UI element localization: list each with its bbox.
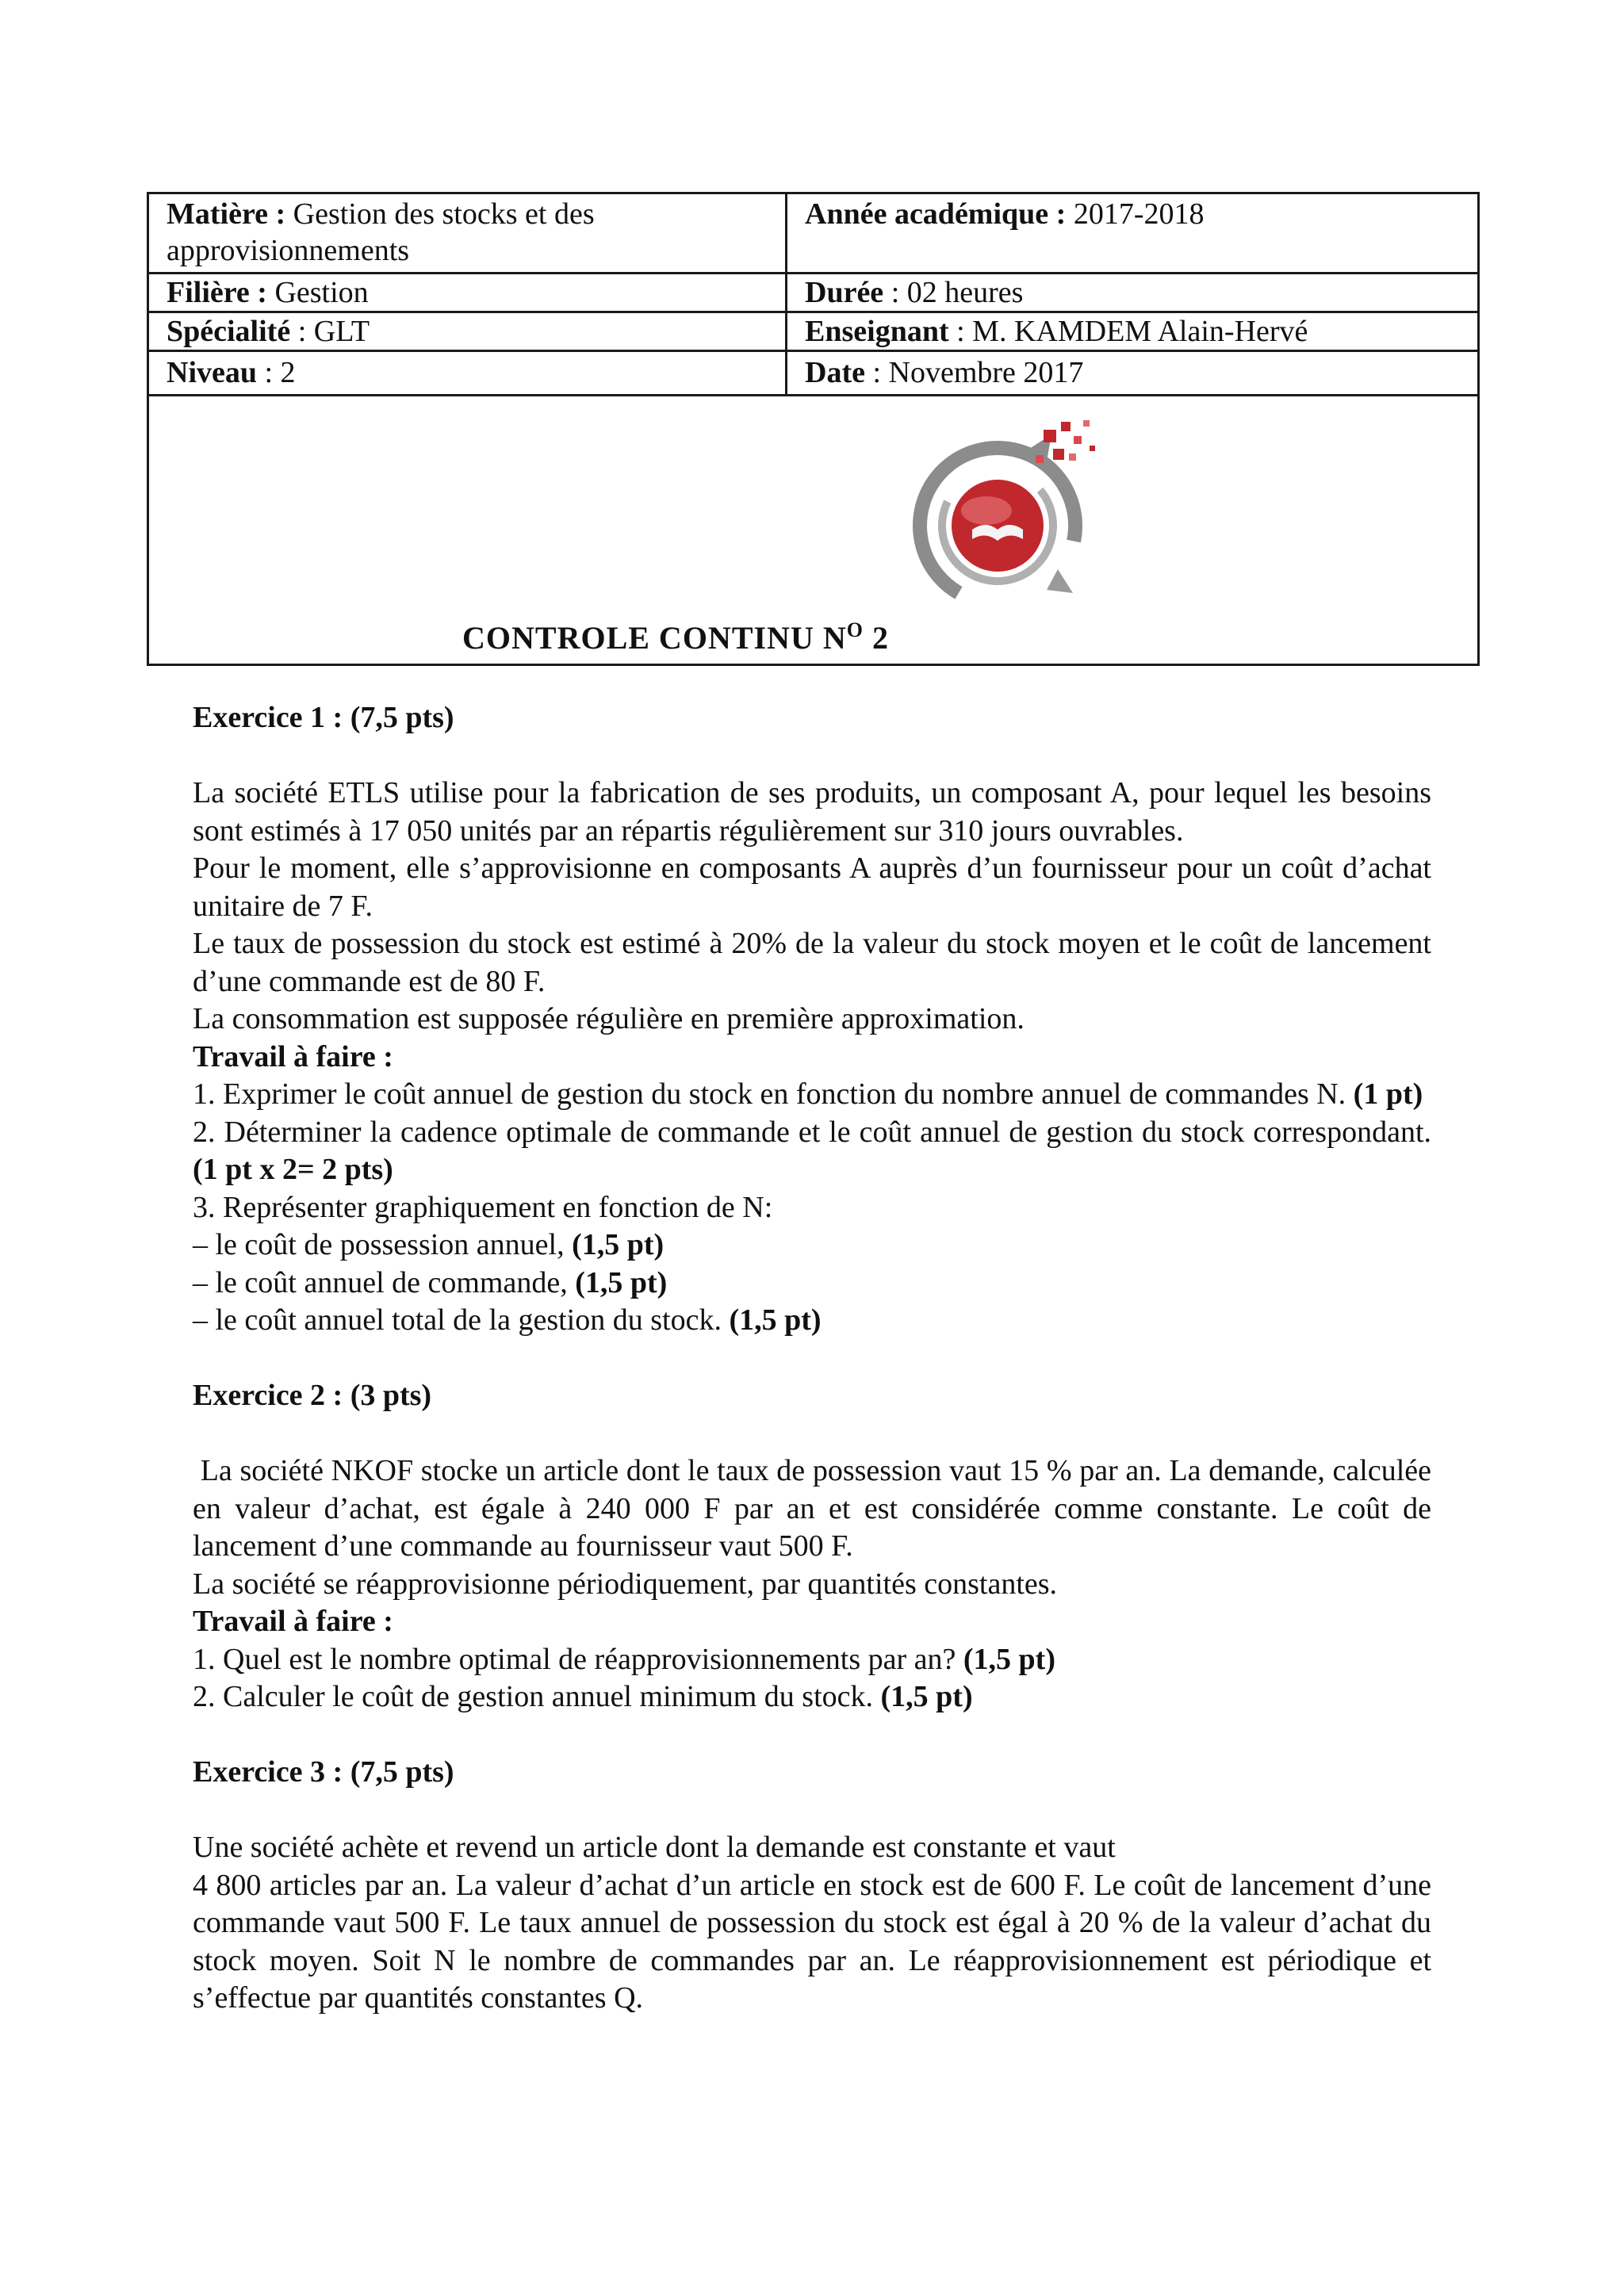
specialite-cell	[148, 312, 787, 351]
travail-a-faire-heading: Travail à faire :	[193, 1605, 393, 1638]
book-globe-logo-icon	[910, 403, 1116, 641]
exercise-2-paragraph: La société se réapprovisionne périodiquement, par quantités constantes.	[193, 1567, 1058, 1601]
matiere-cell	[148, 193, 787, 274]
date-value: : Novembre 2017	[872, 356, 1084, 389]
header-table	[147, 192, 1480, 666]
exercise-1-paragraph: La société ETLS utilise pour la fabrication de ses produits, un composant A, pour lequel les besoins sont estimés à 17 050 unités par an répartis régulièrement sur 310 jours ouvrables.	[193, 776, 1431, 848]
exam-title: CONTROLE CONTINU $N^O$ 2	[462, 618, 889, 656]
duree-label: Durée	[805, 276, 884, 309]
duree-value: : 02 heures	[891, 276, 1024, 309]
exercise-3-title: Exercice 3 : (7,5 pts)	[193, 1755, 454, 1789]
filiere-value: Gestion	[274, 276, 369, 309]
filiere-label: Filière :	[167, 276, 267, 309]
sub-question: – le coût annuel de commande, (1,5 pt)	[193, 1265, 668, 1299]
question: 2. Calculer le coût de gestion annuel minimum du stock. (1,5 pt)	[193, 1680, 973, 1713]
question: 1. Quel est le nombre optimal de réapprovisionnements par an? (1,5 pt)	[193, 1642, 1055, 1676]
specialite-value: : GLT	[297, 315, 370, 348]
exercise-1-title: Exercice 1 : (7,5 pts)	[193, 701, 454, 734]
duree-cell	[787, 274, 1479, 312]
exercise-1-paragraph: Le taux de possession du stock est estimé à 20% de la valeur du stock moyen et le coût de lancement d’une commande est de 80 F.	[193, 927, 1431, 998]
date-cell	[787, 351, 1479, 396]
exercise-3-paragraph: Une société achète et revend un article dont la demande est constante et vaut	[193, 1831, 1116, 1864]
filiere-cell	[148, 274, 787, 312]
question: 2. Déterminer la cadence optimale de commande et le coût annuel de gestion du stock correspondant. (1 pt x 2= 2 pts)	[193, 1115, 1431, 1186]
enseignant-label: Enseignant	[805, 315, 949, 348]
sub-question: – le coût annuel total de la gestion du stock. (1,5 pt)	[193, 1303, 822, 1337]
question: 1. Exprimer le coût annuel de gestion du stock en fonction du nombre annuel de commandes N. (1 pt)	[193, 1077, 1423, 1111]
travail-a-faire-heading: Travail à faire :	[193, 1039, 393, 1073]
exercise-2-paragraph: La société NKOF stocke un article dont le taux de possession vaut 15 % par an. La demande, calculée en valeur d’achat, est égale à 240 000 F par an et est considérée comme constante. Le coût de lancement d’une commande au fournisseur vaut 500 F.	[193, 1454, 1439, 1563]
exercise-2-title: Exercice 2 : (3 pts)	[193, 1379, 432, 1412]
niveau-label: Niveau	[167, 356, 257, 389]
specialite-label: Spécialité	[167, 315, 291, 348]
exercise-1-paragraph: Pour le moment, elle s’approvisionne en composants A auprès d’un fournisseur pour un coût d’achat unitaire de 7 F.	[193, 851, 1431, 923]
enseignant-cell	[787, 312, 1479, 351]
niveau-value: : 2	[264, 356, 296, 389]
title-cell	[148, 396, 1479, 665]
sub-question: – le coût de possession annuel, (1,5 pt)	[193, 1228, 665, 1261]
annee-cell	[787, 193, 1479, 274]
question: 3. Représenter graphiquement en fonction de N:	[193, 1190, 773, 1224]
matiere-value: Gestion des stocks et des approvisionnements	[167, 197, 595, 267]
annee-label: Année académique :	[805, 197, 1067, 231]
date-label: Date	[805, 356, 865, 389]
exercise-1-paragraph: La consommation est supposée régulière en première approximation.	[193, 1002, 1025, 1035]
enseignant-value: : M. KAMDEM Alain-Hervé	[956, 315, 1308, 348]
exercise-3-paragraph: 4 800 articles par an. La valeur d’achat d’un article en stock est de 600 F. Le coût de lancement d’une commande vaut 500 F. Le taux annuel de possession du stock est égal à 20 % de la valeur d’achat du stock moyen. Soit N le nombre de commandes par an. Le réapprovisionnement est périodique et s’effectue par quantités constantes Q.	[193, 1868, 1431, 2015]
niveau-cell	[148, 351, 787, 396]
annee-value: 2017-2018	[1073, 197, 1205, 231]
matiere-label: Matière :	[167, 197, 286, 231]
exam-content	[193, 699, 1439, 2018]
